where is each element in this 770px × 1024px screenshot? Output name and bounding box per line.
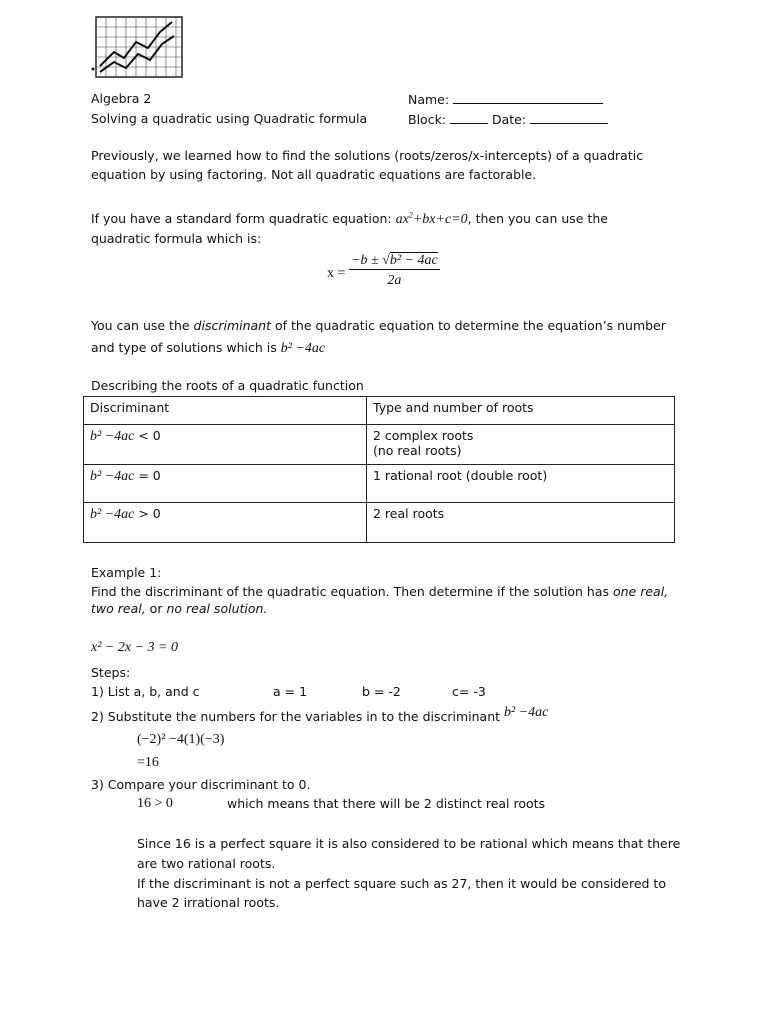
intro-line-1: Previously, we learned how to find the solutions (roots/zeros/x-intercepts) of a quadratic (91, 148, 644, 163)
table-row (84, 425, 675, 465)
discriminant-cell: b² −4ac = 0 (84, 465, 367, 503)
example-equation: x² − 2x − 3 = 0 (91, 640, 178, 655)
date-blank[interactable] (530, 111, 608, 124)
example-prompt-line-1: Find the discriminant of the quadratic equation. Then determine if the solution has one real, (91, 584, 669, 599)
example-prompt-line-2: two real, or no real solution. (91, 601, 268, 616)
table-header-row (84, 397, 675, 425)
calc-line-2: =16 (137, 755, 159, 770)
block-date-field[interactable] (408, 111, 608, 127)
block-label: Block: (408, 112, 447, 127)
course-title: Algebra 2 (91, 91, 152, 106)
discriminant-cell: b² −4ac > 0 (84, 503, 367, 543)
note-line-1: Since 16 is a perfect square it is also considered to be rational which means that there (137, 836, 681, 851)
table-row (84, 465, 675, 503)
formula-numerator: −b ± √ (351, 253, 390, 268)
header-discriminant: Discriminant (84, 397, 367, 425)
block-blank[interactable] (450, 111, 488, 124)
note-line-3: If the discriminant is not a perfect square such as 27, then it would be considered to (137, 876, 666, 891)
discriminant-expr: b² −4ac (280, 341, 326, 356)
table-row (84, 503, 675, 543)
header-roots: Type and number of roots (367, 397, 675, 425)
discriminant-line-2: and type of solutions which is b² −4ac (91, 340, 326, 356)
b-value: b = -2 (362, 684, 401, 699)
lesson-topic: Solving a quadratic using Quadratic formula (91, 111, 368, 126)
discriminant-term: discriminant (193, 318, 272, 333)
discriminant-cell: b² −4ac < 0 (84, 425, 367, 465)
a-value: a = 1 (273, 684, 308, 699)
compare-note: which means that there will be 2 distinct real roots (227, 796, 546, 811)
standard-form-line (91, 211, 608, 228)
example-title: Example 1: (91, 565, 162, 580)
note-line-2: are two rational roots. (137, 856, 276, 871)
intro-line-2: equation by using factoring. Not all quadratic equations are factorable. (91, 167, 537, 182)
graph-logo (90, 14, 186, 80)
compare-expr: 16 > 0 (137, 796, 173, 811)
table-caption: Describing the roots of a quadratic function (91, 378, 364, 393)
name-field[interactable] (408, 91, 603, 107)
roots-table (83, 396, 675, 543)
step-2: 2) Substitute the numbers for the variables in to the discriminant b² −4ac (91, 705, 549, 724)
standard-form-lead: If you have a standard form quadratic equation: (91, 211, 392, 226)
c-value: c= -3 (452, 684, 486, 699)
discriminant-line-1: You can use the discriminant of the quadratic equation to determine the equation’s number (91, 318, 666, 333)
roots-cell: 1 rational root (double root) (367, 465, 675, 503)
step-1: 1) List a, b, and c (91, 684, 200, 699)
date-label: Date: (492, 112, 527, 127)
step-2-expr: b² −4ac (504, 705, 549, 720)
formula-denominator: 2a (387, 273, 402, 288)
standard-form-equation: $ax^2+bx+c=0$ (395, 210, 468, 227)
standard-form-line-2: quadratic formula which is: (91, 231, 262, 246)
name-blank[interactable] (453, 91, 603, 104)
name-label: Name: (408, 92, 450, 107)
calc-line-1: (−2)² −4(1)(−3) (137, 732, 225, 747)
standard-form-tail: , then you can use the (467, 211, 608, 226)
quadratic-formula (349, 253, 440, 289)
roots-cell: 2 real roots (367, 503, 675, 543)
note-line-4: have 2 irrational roots. (137, 895, 280, 910)
steps-label: Steps: (91, 665, 131, 680)
quadratic-formula-lhs: x = (327, 266, 346, 281)
step-3: 3) Compare your discriminant to 0. (91, 777, 311, 792)
formula-radicand: b² − 4ac (389, 253, 438, 268)
roots-cell: 2 complex roots (no real roots) (367, 425, 675, 465)
